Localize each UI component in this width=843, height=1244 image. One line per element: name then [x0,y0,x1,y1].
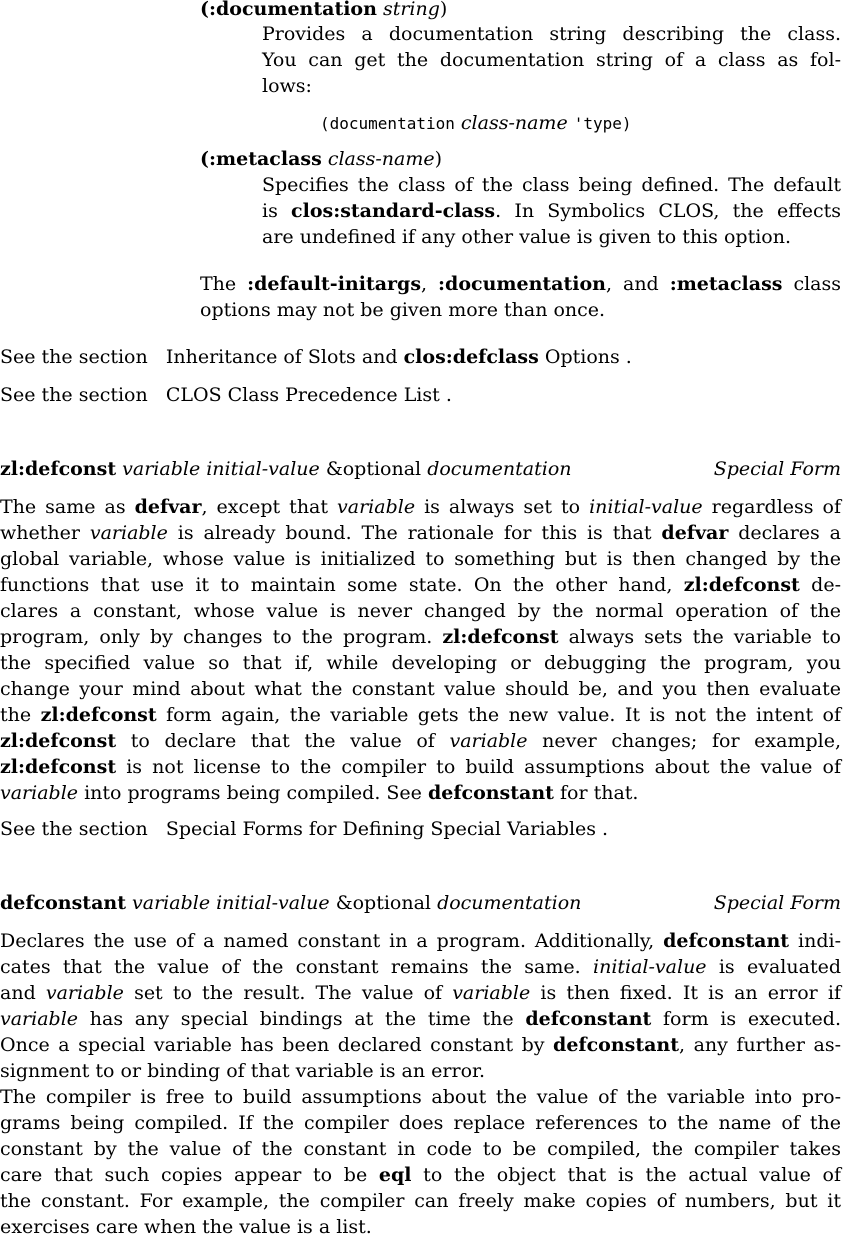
text-line: functions that use it to maintain some state. On the other hand, zl:defconst de- [0,574,842,596]
zl-defconst-name: zl:defconst [0,458,117,480]
zl-defconst-kind: Special Form [713,458,841,480]
text-line: care that such copies appear to be eql to the object that is the actual value of [0,1164,841,1186]
see-also-precedence: See the section CLOS Class Precedence List . [0,384,452,406]
see-also-special-forms-link[interactable]: Special Forms for Defining Special Variables . [165,818,609,840]
metaclass-option-term: (:metaclass class-name) [200,148,443,170]
defconstant-header: defconstant variable initial-value &optional documentation Special Form [0,892,841,914]
documentation-code-example: (documentation class-name 'type) [320,112,632,134]
see-also-inheritance-link[interactable]: Inheritance of Slots and clos:defclass Options . [165,346,632,368]
documentation-option-term: (:documentation string) [200,0,448,20]
text-line: change your mind about what the constant value should be, and you then evaluate [0,678,841,700]
class-options-note: The :default-initargs, :documentation, and :metaclass class options may not be given more than once. [200,273,841,321]
text-line: variable has any special bindings at the time the defconstant form is executed. [0,1008,841,1030]
text-line: grams being compiled. If the compiler does replace references to the name of the [0,1112,841,1134]
text-line: The compiler is free to build assumptions about the value of the variable into pro- [0,1086,841,1108]
text-line: constant by the value of the constant in code to be compiled, the compiler takes [0,1138,841,1160]
text-line: signment to or binding of that variable is an error. [0,1060,486,1082]
text-line: the specified value so that if, while developing or debugging the program, you [0,652,841,674]
defconstant-kind: Special Form [713,892,841,914]
documentation-option-description: Provides a documentation string describing the class. You can get the documentation string of a class as fol- lows: [262,23,841,97]
zl-defconst-header: zl:defconst variable initial-value &optional documentation Special Form [0,458,841,480]
text-line: and variable set to the result. The value of variable is then fixed. It is an error if [0,982,841,1004]
zl-defconst-description [0,494,841,806]
text-line: program, only by changes to the program. zl:defconst always sets the variable to [0,626,842,648]
text-line: zl:defconst is not license to the compiler to build assumptions about the value of [0,756,841,778]
text-line: Declares the use of a named constant in a program. Additionally, defconstant indi- [0,930,841,952]
see-also-precedence-link[interactable]: CLOS Class Precedence List . [165,384,452,406]
text-line: clares a constant, whose value is never changed by the normal operation of the [0,600,841,622]
defconstant-name: defconstant [0,892,126,914]
text-line: the zl:defconst form again, the variable gets the new value. It is not the intent of [0,704,842,726]
text-line: global variable, whose value is initialized to something but is then changed by the [0,548,841,570]
text-line: Once a special variable has been declared constant by defconstant, any further as- [0,1034,841,1056]
text-line: The same as defvar, except that variable is always set to initial-value regardless of [0,496,841,518]
text-line: variable into programs being compiled. See defconstant for that. [0,782,639,804]
text-line: zl:defconst to declare that the value of variable never changes; for example, [0,730,841,752]
text-line: the constant. For example, the compiler can freely make copies of numbers, but it [0,1190,841,1212]
metaclass-option-description: Specifies the class of the class being defined. The default is clos:standard-class. In Symbolics CLOS, the effects are undefined if any other value is given to this option. [262,174,841,248]
see-also-special-forms: See the section Special Forms for Defining Special Variables . [0,818,609,840]
text-line: whether variable is already bound. The rationale for this is that defvar declares a [0,522,841,544]
defconstant-compiler-note [0,1084,841,1240]
text-line: exercises care when the value is a list. [0,1216,372,1238]
text-line: cates that the value of the constant remains the same. initial-value is evaluated [0,956,841,978]
defconstant-description [0,928,841,1084]
see-also-inheritance: See the section Inheritance of Slots and clos:defclass Options . [0,346,632,368]
